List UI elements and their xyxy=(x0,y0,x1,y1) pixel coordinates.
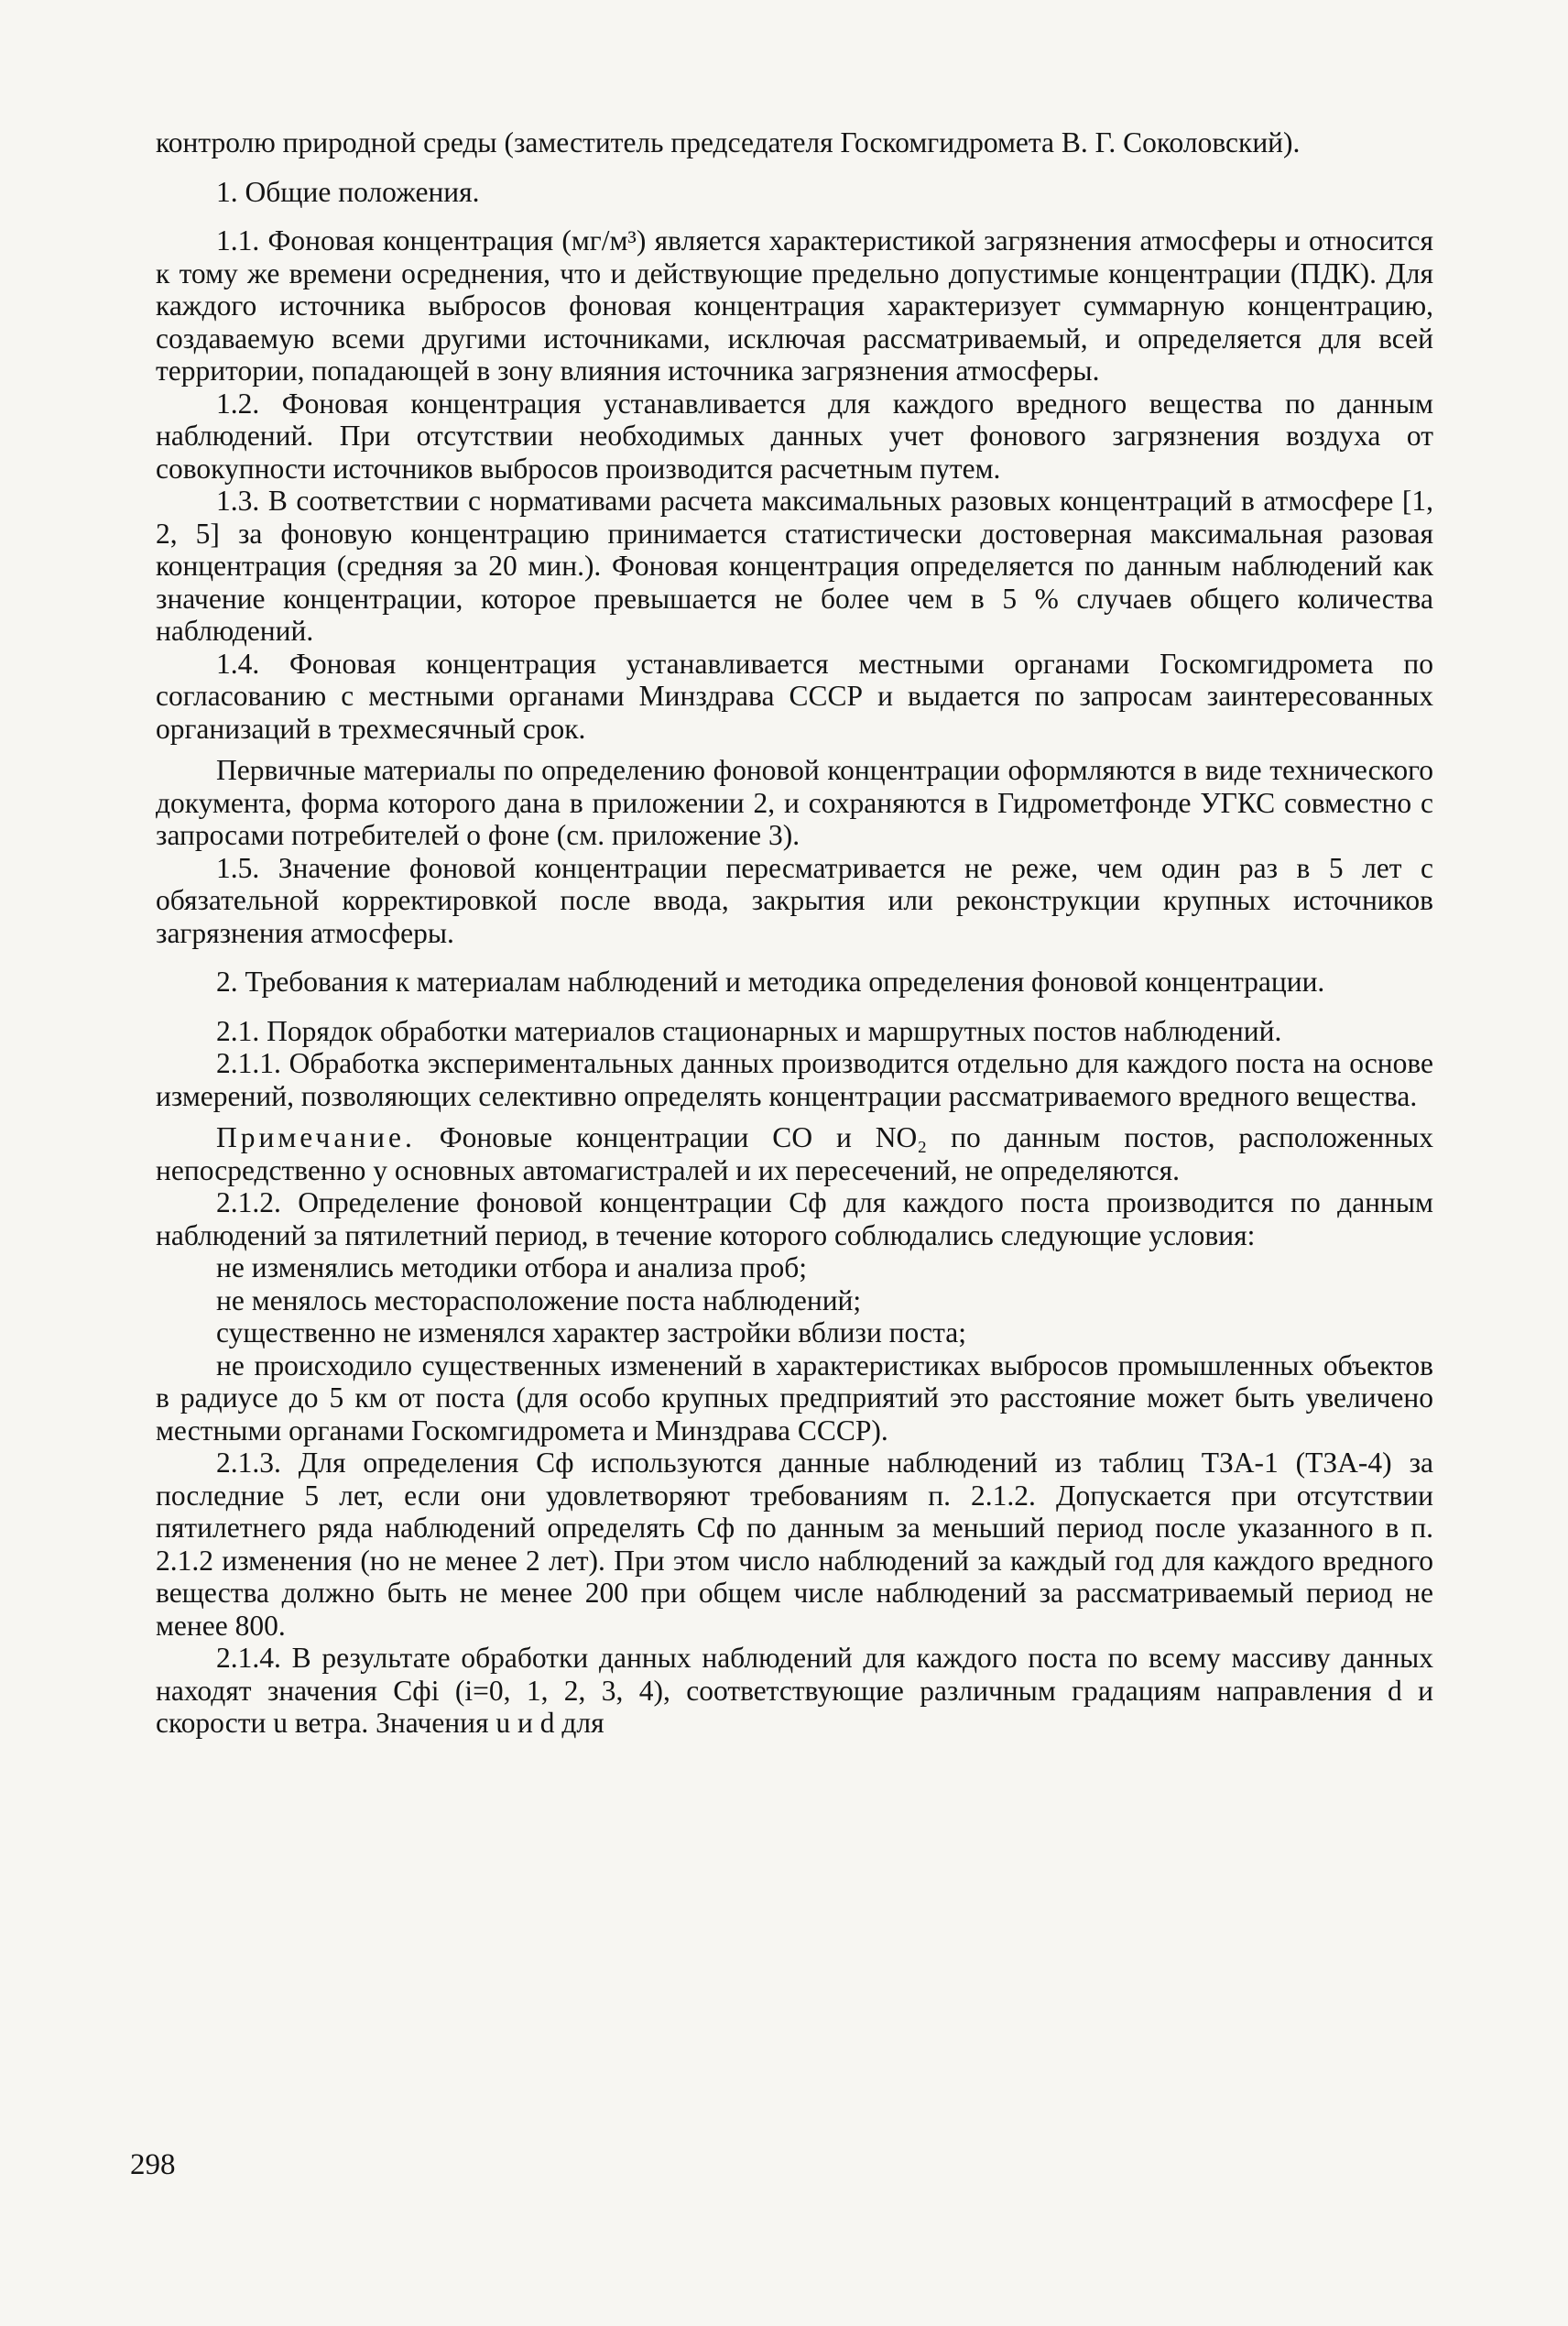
paragraph-2-1-3: 2.1.3. Для определения Cф используются данные наблюдений из таблиц ТЗА-1 (ТЗА-4) за последние 5 лет, если они удовлетворяют требованиям п. 2.1.2. Допускается при отсутствии пятилетнего ряда наблюдений определять Cф по данным за меньший период после указанного в п. 2.1.2 изменения (но не менее 2 лет). При этом число наблюдений за каждый год для каждого вредного вещества должно быть не менее 200 при общем числе наблюдений за рассматриваемый период не менее 800. xyxy=(156,1447,1433,1642)
condition-item: не менялось месторасположение поста наблюдений; xyxy=(216,1283,862,1316)
paragraph-1-5: 1.5. Значение фоновой концентрации пересматривается не реже, чем один раз в 5 лет с обязательной корректировкой после ввода, закрытия или реконструкции крупных источников загрязнения атмосферы. xyxy=(156,851,1433,949)
paragraph-1-3: 1.3. В соответствии с нормативами расчета максимальных разовых концентраций в атмосфере [1, 2, 5] за фоновую концентрацию принимается статистически достоверная максимальная разовая концентрация (средняя за 20 мин.). Фоновая концентрация определяется по данным наблюдений как значение концентрации, которое превышается не более чем в 5 % случаев общего количества наблюдений. xyxy=(156,485,1433,647)
paragraph-1-2: 1.2. Фоновая концентрация устанавливается для каждого вредного вещества по данным наблюдений. При отсутствии необходимых данных учет фонового загрязнения воздуха от совокупности источников выбросов производится расчетным путем. xyxy=(156,387,1433,485)
condition-item: не изменялись методики отбора и анализа проб; xyxy=(216,1251,807,1283)
paragraph-continuation: контролю природной среды (заместитель председателя Госкомгидромета В. Г. Соколовский). xyxy=(156,126,1301,158)
page-body xyxy=(156,126,1433,1740)
paragraph-1-1: 1.1. Фоновая концентрация (мг/м³) является характеристикой загрязнения атмосферы и относится к тому же времени осреднения, что и действующие предельно допустимые концентрации (ПДК). Для каждого источника выбросов фоновая концентрация характеризует суммарную концентрацию, создаваемую всеми другими источниками, исключая рассматриваемый, и определяется для всей территории, попадающей в зону влияния источника загрязнения атмосферы. xyxy=(156,224,1433,387)
section-heading-general: 1. Общие положения. xyxy=(216,175,480,208)
paragraph-2-1-2: 2.1.2. Определение фоновой концентрации Cф для каждого поста производится по данным наблюдений за пятилетний период, в течение которого соблюдались следующие условия: xyxy=(156,1186,1433,1251)
section-heading-requirements: 2. Требования к материалам наблюдений и методика определения фоновой концентрации. xyxy=(216,966,1325,998)
paragraph-2-1-1: 2.1.1. Обработка экспериментальных данных производится отдельно для каждого поста на основе измерений, позволяющих селективно определять концентрации рассматриваемого вредного вещества. xyxy=(156,1047,1433,1112)
condition-item: не происходило существенных изменений в характеристиках выбросов промышленных объектов в радиусе до 5 км от поста (для особо крупных предприятий это расстояние может быть увеличено местными органами Госкомгидромета и Минздрава СССР). xyxy=(156,1349,1433,1447)
note-label: Примечание. xyxy=(216,1121,416,1153)
note-paragraph xyxy=(156,1121,1433,1186)
paragraph-2-1-4: 2.1.4. В результате обработки данных наблюдений для каждого поста по всему массиву данных находят значения Cфi (i=0, 1, 2, 3, 4), соответствующие различным градациям направления d и скорости u ветра. Значения u и d для xyxy=(156,1642,1433,1739)
paragraph-2-1: 2.1. Порядок обработки материалов стационарных и маршрутных постов наблюдений. xyxy=(216,1014,1282,1047)
paragraph-1-4: 1.4. Фоновая концентрация устанавливается местными органами Госкомгидромета по согласованию с местными органами Минздрава СССР и выдается по запросам заинтересованных организаций в трехмесячный срок. xyxy=(156,647,1433,745)
page-number: 298 xyxy=(130,2148,176,2181)
paragraph-primary-materials: Первичные материалы по определению фоновой концентрации оформляются в виде технического документа, форма которого дана в приложении 2, и сохраняются в Гидрометфонде УГКС совместно с запросами потребителей о фоне (см. приложение 3). xyxy=(156,754,1433,851)
condition-item: существенно не изменялся характер застройки вблизи поста; xyxy=(216,1316,966,1349)
note-text: Фоновые концентрации CO и NO₂ по данным постов, расположенных непосредственно у основных автомагистралей и их пересечений, не определяются. xyxy=(156,1121,1433,1186)
